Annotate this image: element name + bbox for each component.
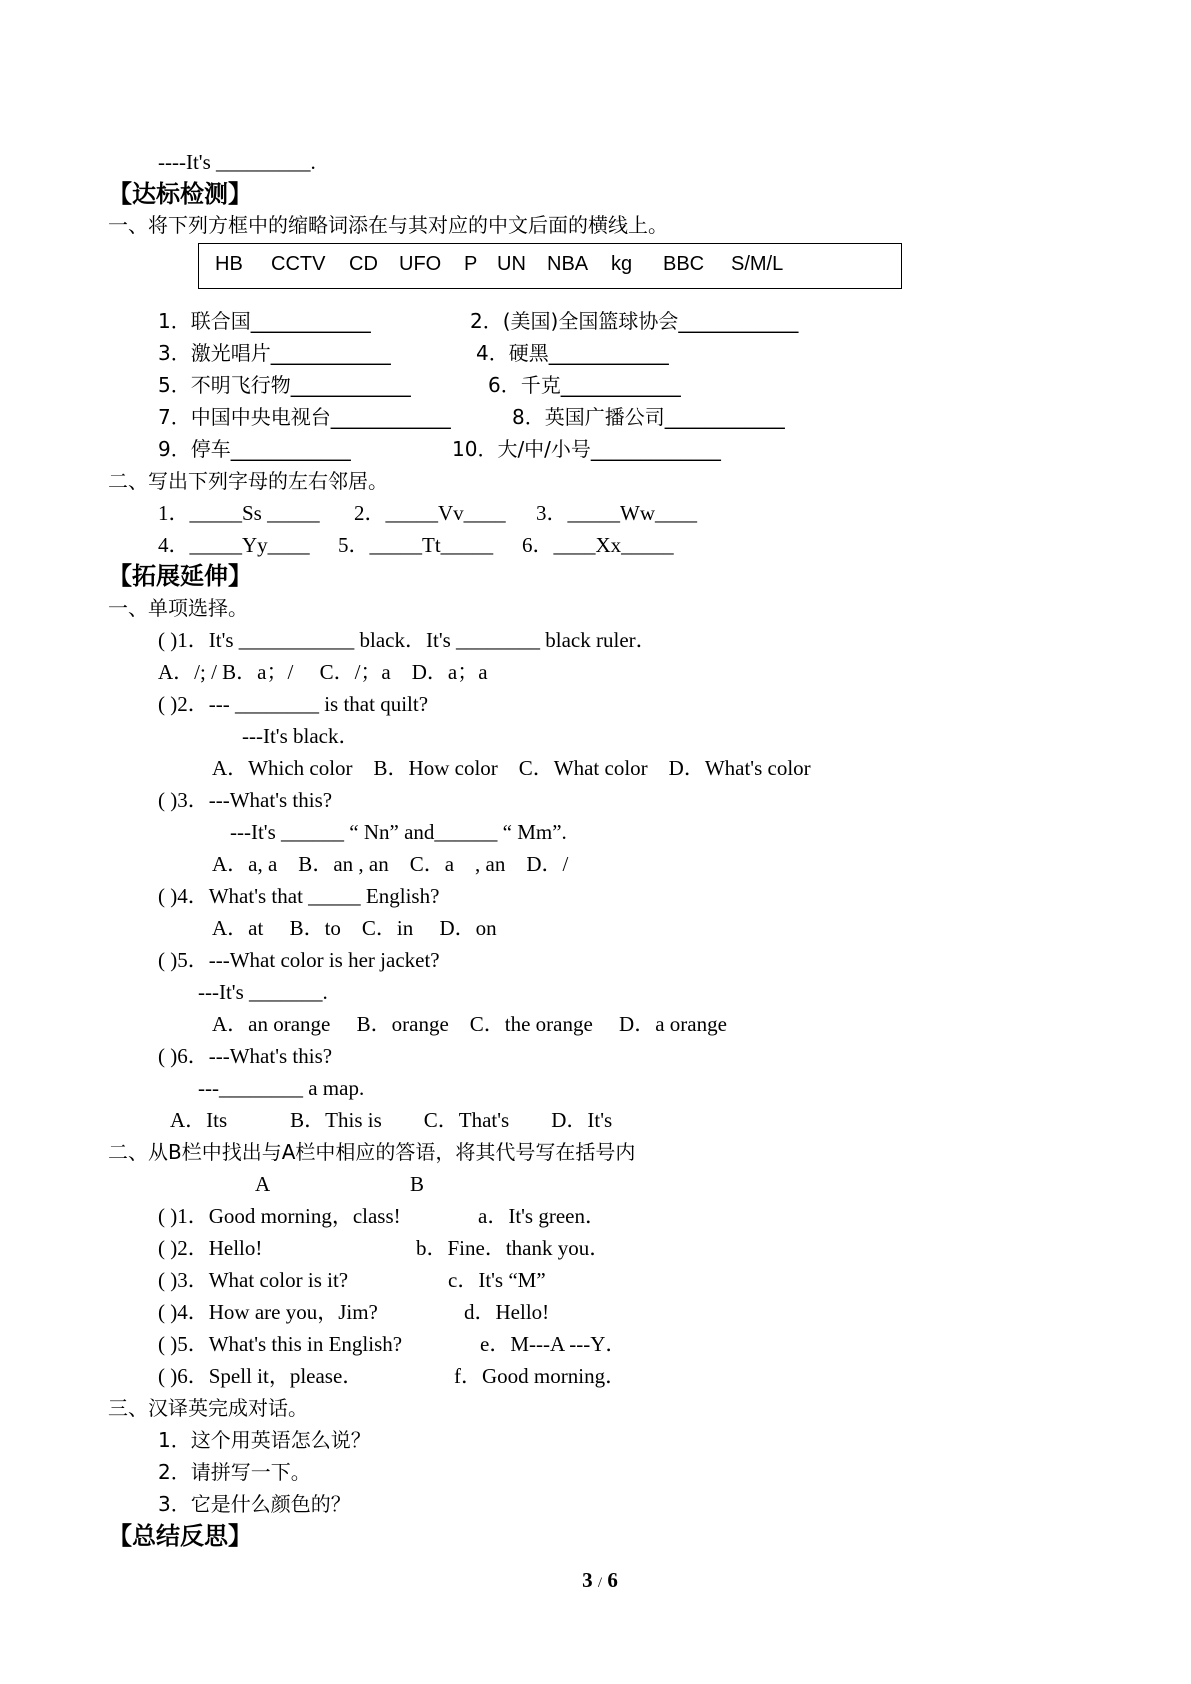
ext2-answer: f．Good morning． [454,1364,627,1388]
box-word: HB [215,253,243,275]
ext1-line: ( )4．What's that _____ English? [158,884,440,908]
ext2-question: ( )3．What color is it? [158,1268,349,1292]
ext1-line: ( )2．--- ________ is that quilt? [158,692,429,716]
ext3-item: 2．请拼写一下。 [158,1460,311,1484]
ext1-line: A．Its B．This is C．That's D．It's [170,1108,613,1132]
ext1-line: ---It's _______. [198,980,328,1004]
part1-item: 3．激光唱片____________ [158,341,391,365]
ext1-line: A．Which color B．How color C．What color D．What's color [212,756,811,780]
ext1-line: A．an orange B．orange C．the orange D．a orange [212,1012,727,1036]
ext2-question: ( )2．Hello! [158,1236,263,1260]
ext1-line: ( )1．It's ___________ black．It's ________ black ruler． [158,628,657,652]
page-number [560,1568,640,1593]
ext1-line: A．at B．to C．in D．on [212,916,497,940]
ext2-answer: c．It's “M” [448,1268,546,1292]
section-heading-dabiao: 【达标检测】 [108,180,252,208]
ext2-question: ( )4．How are you，Jim? [158,1300,378,1324]
part1-item: 10．大/中/小号_____________ [452,437,721,461]
box-word: S/M/L [731,253,784,275]
page-total: 6 [607,1568,618,1592]
ext2-answer: e．M---A ---Y． [480,1332,627,1356]
ext2-answer: b．Fine．thank you． [416,1236,611,1260]
part1-item: 1．联合国____________ [158,309,371,333]
ext1-line: ( )3．---What's this? [158,788,333,812]
ext1-instruction: 一、单项选择。 [108,596,248,620]
part2-item: 3．_____Ww____ [536,501,697,525]
ext3-item: 3．它是什么颜色的？ [158,1492,351,1516]
box-word: P [464,253,478,275]
box-word: NBA [547,253,589,275]
ext2-question: ( )1．Good morning，class! [158,1204,401,1228]
part2-item: 5．_____Tt_____ [338,533,494,557]
part1-instruction: 一、将下列方框中的缩略词添在与其对应的中文后面的横线上。 [108,213,668,237]
page-separator: / [597,1575,603,1591]
ext1-line: ( )5．---What color is her jacket? [158,948,440,972]
box-word: CD [349,253,378,275]
box-word: CCTV [271,253,326,275]
column-a-label: A [255,1172,271,1196]
part1-item: 4．硬黑____________ [476,341,669,365]
ext2-answer: a．It's green． [478,1204,606,1228]
column-b-label: B [410,1172,425,1196]
ext1-line: A．a, a B．an , an C．a , an D．/ [212,852,569,876]
ext1-line: ---It's ______ “ Nn” and______ “ Mm”. [230,820,567,844]
part2-item: 1．_____Ss _____ [158,501,320,525]
abbreviation-box [198,243,902,289]
part1-item: 2．(美国)全国篮球协会____________ [470,309,799,333]
box-word: BBC [663,253,705,275]
part1-item: 7．中国中央电视台____________ [158,405,451,429]
ext2-instruction: 二、从B栏中找出与A栏中相应的答语，将其代号写在括号内 [108,1140,636,1164]
part2-item: 6．____Xx_____ [522,533,674,557]
part1-item: 8．英国广播公司____________ [512,405,785,429]
ext2-question: ( )6．Spell it，please． [158,1364,364,1388]
ext1-line: ( )6．---What's this? [158,1044,333,1068]
part1-item: 5．不明飞行物____________ [158,373,411,397]
page-current: 3 [582,1568,593,1592]
box-word: UFO [399,253,442,275]
ext3-item: 1．这个用英语怎么说？ [158,1428,371,1452]
section-heading-zongjie: 【总结反思】 [108,1522,252,1550]
section-heading-tuozhan: 【拓展延伸】 [108,562,252,590]
part2-instruction: 二、写出下列字母的左右邻居。 [108,469,388,493]
part2-item: 2．_____Vv____ [354,501,506,525]
part1-item: 9．停车____________ [158,437,351,461]
ext1-line: ---________ a map. [198,1076,365,1100]
part1-item: 6．千克____________ [488,373,681,397]
box-word: kg [611,253,633,275]
ext1-line: A．/; / B．a；/ C．/；a D．a；a [158,660,488,684]
ext3-instruction: 三、汉译英完成对话。 [108,1396,308,1420]
box-word: UN [497,253,526,275]
top-answer-line: ----It's _________. [158,150,316,174]
ext2-question: ( )5．What's this in English? [158,1332,403,1356]
ext2-answer: d．Hello! [464,1300,550,1324]
ext1-line: ---It's black． [242,724,360,748]
part2-item: 4．_____Yy____ [158,533,310,557]
